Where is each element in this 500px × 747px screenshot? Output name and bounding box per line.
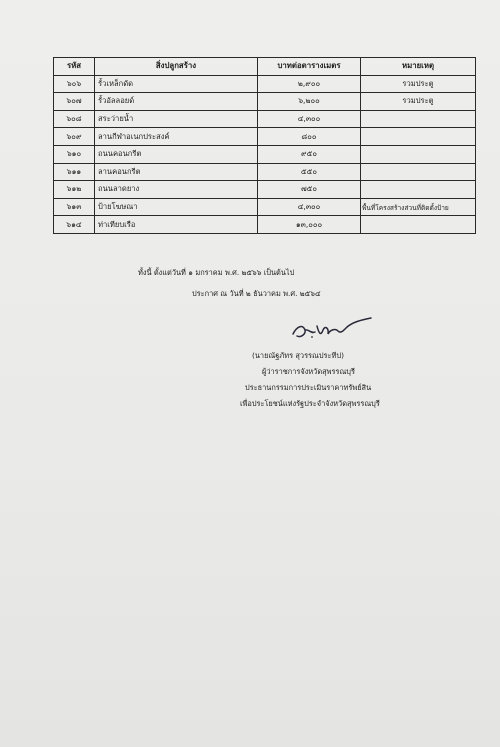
table-row	[54, 110, 476, 128]
row-structure: รั้วเหล็กดัด	[95, 75, 258, 93]
table-row	[54, 216, 476, 234]
committee-title: ประธานกรรมการประเมินราคาทรัพย์สิน	[245, 383, 372, 392]
header-code: รหัส	[54, 58, 95, 76]
row-remark: รวมประตู	[361, 75, 476, 93]
row-price: ๗๕๐	[258, 181, 361, 199]
signer-name: (นายณัฐภัทร สุวรรณประทีป)	[252, 351, 344, 360]
row-structure: ถนนลาดยาง	[95, 181, 258, 199]
row-remark	[361, 128, 476, 146]
signature-image	[283, 312, 379, 344]
signer-title: ผู้ว่าราชการจังหวัดสุพรรณบุรี	[262, 367, 355, 376]
row-remark: รวมประตู	[361, 93, 476, 111]
row-structure: ท่าเทียบเรือ	[95, 216, 258, 234]
row-code: ๖๑๒	[54, 181, 95, 199]
row-remark	[361, 216, 476, 234]
row-code: ๖๑๐	[54, 145, 95, 163]
header-price-per-sqm: บาทต่อตารางเมตร	[258, 58, 361, 76]
table-header-row	[54, 58, 476, 76]
table-row	[54, 163, 476, 181]
header-structure: สิ่งปลูกสร้าง	[95, 58, 258, 76]
row-code: ๖๐๘	[54, 110, 95, 128]
table-row	[54, 93, 476, 111]
row-price: ๖,๒๐๐	[258, 93, 361, 111]
row-price: ๒,๙๐๐	[258, 75, 361, 93]
row-code: ๖๐๙	[54, 128, 95, 146]
committee-purpose: เพื่อประโยชน์แห่งรัฐประจำจังหวัดสุพรรณบุรี	[240, 399, 380, 408]
row-price: ๕๕๐	[258, 163, 361, 181]
row-remark: พื้นที่โครงสร้างส่วนที่ติดตั้งป้าย	[361, 198, 476, 216]
row-price: ๙๕๐	[258, 145, 361, 163]
effective-date-text: ทั้งนี้ ตั้งแต่วันที่ ๑ มกราคม พ.ศ. ๒๕๖๖ เป็นต้นไป	[138, 268, 295, 277]
row-structure: ถนนคอนกรีต	[95, 145, 258, 163]
row-price: ๘๐๐	[258, 128, 361, 146]
row-structure: ลานกีฬาอเนกประสงค์	[95, 128, 258, 146]
row-code: ๖๑๔	[54, 216, 95, 234]
building-price-table	[53, 57, 476, 234]
row-structure: รั้วอัลลอยด์	[95, 93, 258, 111]
header-remark: หมายเหตุ	[361, 58, 476, 76]
row-price: ๑๓,๐๐๐	[258, 216, 361, 234]
table-row	[54, 128, 476, 146]
row-code: ๖๐๖	[54, 75, 95, 93]
row-code: ๖๑๑	[54, 163, 95, 181]
table-row	[54, 145, 476, 163]
row-price: ๔,๓๐๐	[258, 198, 361, 216]
table-row	[54, 198, 476, 216]
row-remark	[361, 145, 476, 163]
row-code: ๖๑๓	[54, 198, 95, 216]
row-remark	[361, 163, 476, 181]
row-remark	[361, 110, 476, 128]
table-row	[54, 181, 476, 199]
row-structure: สระว่ายน้ำ	[95, 110, 258, 128]
row-structure: ป้ายโฆษณา	[95, 198, 258, 216]
row-price: ๔,๓๐๐	[258, 110, 361, 128]
row-remark	[361, 181, 476, 199]
table-row	[54, 75, 476, 93]
row-structure: ลานคอนกรีต	[95, 163, 258, 181]
announcement-date-text: ประกาศ ณ วันที่ ๒ ธันวาคม พ.ศ. ๒๕๖๔	[192, 289, 321, 298]
row-code: ๖๐๗	[54, 93, 95, 111]
